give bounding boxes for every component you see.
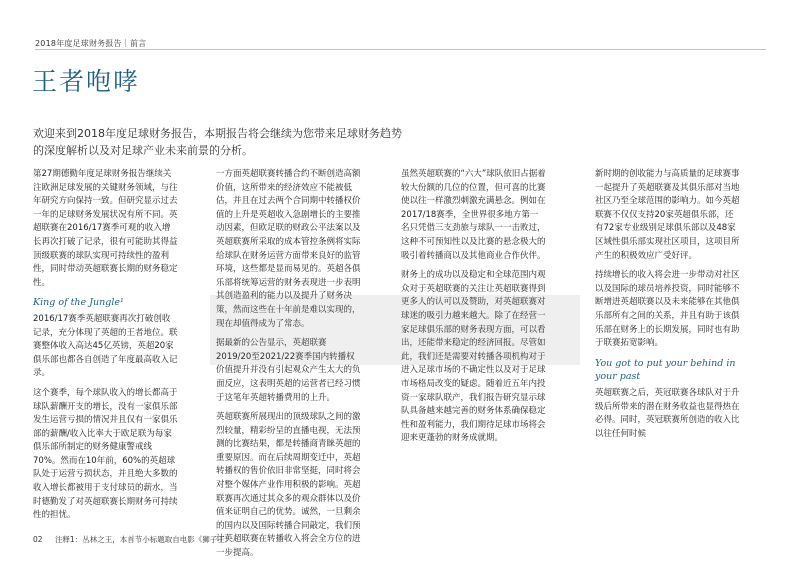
page-title: 王者咆哮 <box>32 67 141 96</box>
text-column-3 <box>401 168 546 452</box>
text-column-2 <box>216 168 361 567</box>
page-number: 02 <box>33 535 43 544</box>
text-column-4 <box>595 168 740 447</box>
body-paragraph: 新时期的创收能力与高质量的足球赛事一起提升了英超联赛及其俱乐部对当地社区乃至全球范围的影响力。如今英超联赛不仅仅支持20家英超俱乐部，还有72家专业级别足球俱乐部以及48家区域性俱乐部实现社区项目，这项目所产生的积极效应广受好评。 <box>595 169 740 261</box>
body-paragraph: 一方面英超联赛转播合约不断创造高额价值，这所带来的经济效应不能被低估，并且在过去两个合同期中转播权价值的上升是英超收入急剧增长的主要推动因素，但欧足联的财政公平法案以及英超联赛所采取的成本管控条例将实际给球队在财务运营方面带来良好的监管环境，这些都是显而易见的。英超各俱乐部将统筹运营的财务表现进一步表明其创造盈利的能力以及提升了财务决策，然而这些在十年前是难以实现的，现在却值得成为了常态。 <box>216 169 361 329</box>
text-column-1 <box>33 168 178 529</box>
body-paragraph: 据最新的公告显示，英超联赛2019/20至2021/22赛季国内转播权价值提升并没有引起观众产生太大的负面反应，这表明英超的运营者已经习惯于这笔年英超转播费用的上升。 <box>216 338 361 403</box>
running-header: 2018年度足球财务报告｜前言 <box>35 39 147 48</box>
section-heading: You got to put your behind in your past <box>595 357 736 383</box>
body-paragraph: 英超联赛所展现出的顶级球队之间的激烈较量，精彩纷呈的直播电视，无法预测的比赛结果，都是转播商青睐英超的重要原因。而在后续周期变迁中，英超转播权的售价依旧非常坚挺，同时将会对整个媒体产业作用积极的影响。英超联赛再次通过其众多的观众群体以及价值来证明自己的优势。诚然，一旦剩余的国内以及国际转播合同敲定，我们预计英超联赛在转播收入将会全方位的进一步提高。 <box>216 412 361 559</box>
page-footer <box>33 534 232 545</box>
footnote: 注释1：丛林之王，本首节小标题取自电影《狮子王》 <box>54 535 233 544</box>
body-paragraph: 财务上的成功以及稳定和全球范围内观众对于英超联赛的关注让英超联赛得到更多人的认可以及赞助，对英超联赛对球迷的吸引力越来越大。除了在经营一家足球俱乐部的财务表现方面，可以看出，还能带来稳定的经济回报。尽管如此，我们还是需要对转播各项机构对于进入足球市场的不确定性以及对于足球市场格局改变的疑虑。随着近五年内投资一家球队联产，我们报告研究显示球队具备越来越完善的财务体系确保稳定性和盈利能力，我们期待足球市场将会迎来更蓬勃的财务成就期。 <box>401 270 546 444</box>
body-paragraph: 英超联赛之后，英冠联赛各球队对于升级后所带来的潜在财务收益也显得热在必得。同时，英冠联赛所创造的收入比以往任何时候 <box>595 387 740 439</box>
body-paragraph: 虽然英超联赛的“六大”球队依旧占据着较大份额的几位的位置，但可喜的比赛使以往一样激烈刺激充满悬念。例如在2017/18赛季，全世界很多地方第一名只凭借三支劲旅与球队一一击败过，这种不可预知性以及比赛的悬念极大的吸引着转播商以及其他商业合作伙伴。 <box>401 169 546 261</box>
intro-paragraph: 欢迎来到2018年度足球财务报告，本期报告将会继续为您带来足球财务趋势的深度解析以及对足球产业未来前景的分析。 <box>33 127 402 157</box>
body-paragraph: 2016/17赛季英超联赛再次打破创收记录，充分体现了英超的王者地位。联赛整体收入高达45亿英镑，英超20家俱乐部也都各自创造了年度最高收入记录。 <box>33 313 178 379</box>
header-divider <box>35 49 766 50</box>
body-paragraph: 第27期德勤年度足球财务报告继续关注欧洲足球发展的关键财务领域，与往年研究方向保持一致。但研究显示过去一年的足球财务发展状况有所不同。英超联赛在2016/17赛季可观的收入增长再次打破了记录，很有可能助其得益顶级联赛的球队实现可持续性的盈利性，同时带动英超联赛长期的财务稳定性。 <box>33 169 178 288</box>
body-paragraph: 持续增长的收入将会进一步带动对社区以及国际的球员培养投资，同时能够不断增进英超联赛以及未来能够在其他俱乐部所有之间的关系，并且有助于该俱乐部在财务上的长期发展，同时也有助于联赛拓宽影响。 <box>595 270 740 349</box>
section-heading: King of the Jungle¹ <box>33 297 124 309</box>
body-paragraph: 这个赛季，每个球队收入的增长都高于球队薪酬开支的增长，没有一家俱乐部发生运营亏损的情况并且仅有一家俱乐部的薪酬/收入比率大于欧足联为每家俱乐部所制定的财务健康警戒线70%。然而在10年前，60%的英超球队处于运营亏损状态，并且绝大多数的收入增长都被用于支付球员的薪水，当时德勤发了对英超联赛长期财务可持续性的担忧。 <box>33 387 178 521</box>
